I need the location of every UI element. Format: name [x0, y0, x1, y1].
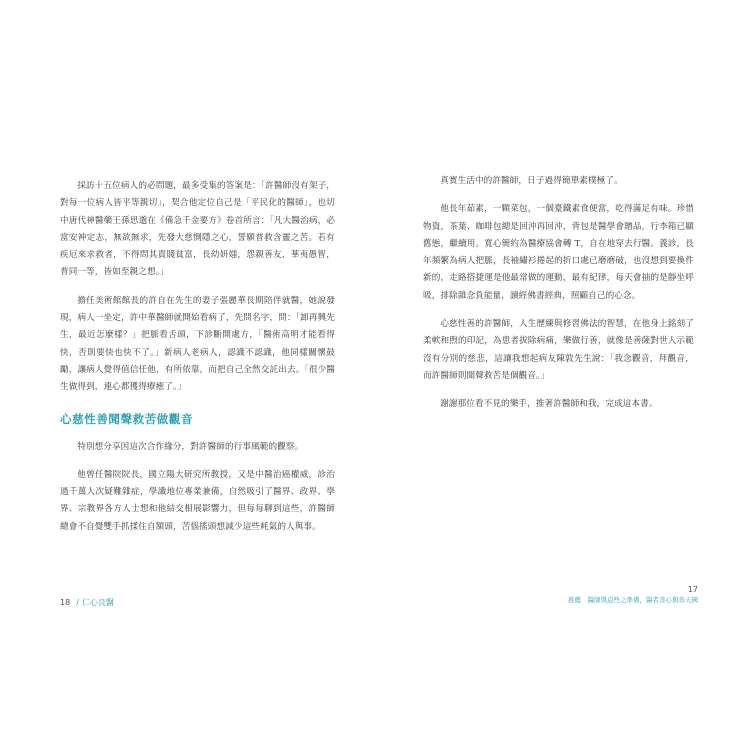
left-paragraph-4: 他曾任醫院院長，國立陽大研究所教授，又是中醫治癌權威，診治過千萬人次疑難雜症，學識地位專業兼備，自然吸引了醫界、政界、學界、宗教界各方人士想和他結交相展影響力，但每每聊到這些，許醫師總會不自覺雙手抓揉住自額頭，苦惱搖頭想減少這些耗氣的人與事。 — [60, 469, 335, 532]
right-paragraph-2: 他長年茹素，一顆菜包，一個臺鐵素食便當，吃得滿足有味。珍惜物資，茶葉、咖啡包總是回沖再回沖，背包是醫學會贈品，行李箱已顯舊態，繼續用。寬心簡約為醫療協會轉 T，自在地穿去行醫。義診，長年頻繁為病人把脈，長袖繡衫捲起的折口處已磨磨破，也沒想到要換件新的，走路搭捷運是他最常做的運動，最有紀律，每天會抽的是靜坐呼吸，排除雜念負能量，讀經佛書經典，照顧自己的心念。 — [423, 204, 694, 301]
right-page-number: 17 — [687, 585, 698, 594]
right-footer — [568, 584, 698, 605]
right-paragraph-1: 真實生活中的許醫師，日子過得簡單素樸極了。 — [440, 176, 623, 186]
right-running-head: 推薦 醫師與這些之準備，醫者善心與善天國 — [568, 596, 698, 604]
section-heading: 心慈性善聞聲救苦做觀音 — [60, 411, 194, 426]
left-running-head: 仁心良醫 — [81, 598, 114, 607]
left-paragraph-1: 採訪十五位病人的必問題，最多受集的答案是：「許醫師沒有架子，對每一位病人皆平等親切」，契合他定位自己是「平民化的醫師」，也切中唐代神醫藥王孫思邈在《備急千金要方》卷首所言：「凡大醫治病，必當安神定志，無欲無求，先發大慈惻隱之心，誓願普救含靈之苦。若有疾厄來求救者，不得問其貴賤貧富，長幼妍媸，怨親善友，華夷愚智，普同一等，皆如至親之想。」 — [60, 181, 335, 278]
right-page — [375, 0, 750, 750]
left-text-column — [60, 178, 335, 547]
right-text-column — [423, 173, 694, 425]
slash-divider-icon: / — [76, 598, 79, 607]
left-page-number: 18 — [60, 598, 71, 607]
left-footer — [60, 597, 114, 608]
right-paragraph-3: 心慈性善的許醫師，人生歷練與修習佛法的智慧，在他身上銘刻了柔軟和煦的印記，為患者拔除病痛，樂做行善，就像是善薩對世人示範沒有分別的慈悲，這讓我想起病友陳敦先生說：「我念觀音，拜觀音，而許醫師則聞聲救苦是個觀音。」 — [423, 319, 694, 381]
left-paragraph-3: 特別想分享因這次合作緣分，對許醫師的行事風範的觀察。 — [77, 441, 304, 452]
left-paragraph-2: 擔任美術館館長的許自在先生的妻子張麗華長期陪伴就醫，她說發現，病人一坐定，許中華醫師就開始看病了，先問名字，問：「卸再興先生，最近怎麼樣？」把脈看舌頭，下診斷開處方，「醫術高明才能看得快，否則要快也快不了。」新病人老病人，認識不認識，他同樣關懷鼓勵，讓病人覺得值信任他，有所依靠，而把自己全然交託出去。「很少醫生做得到，連心都獲得療癒了。」 — [60, 295, 335, 393]
right-paragraph-4: 謝謝那位看不見的樂手，推著許醫師和我，完成這本書。 — [440, 399, 658, 410]
